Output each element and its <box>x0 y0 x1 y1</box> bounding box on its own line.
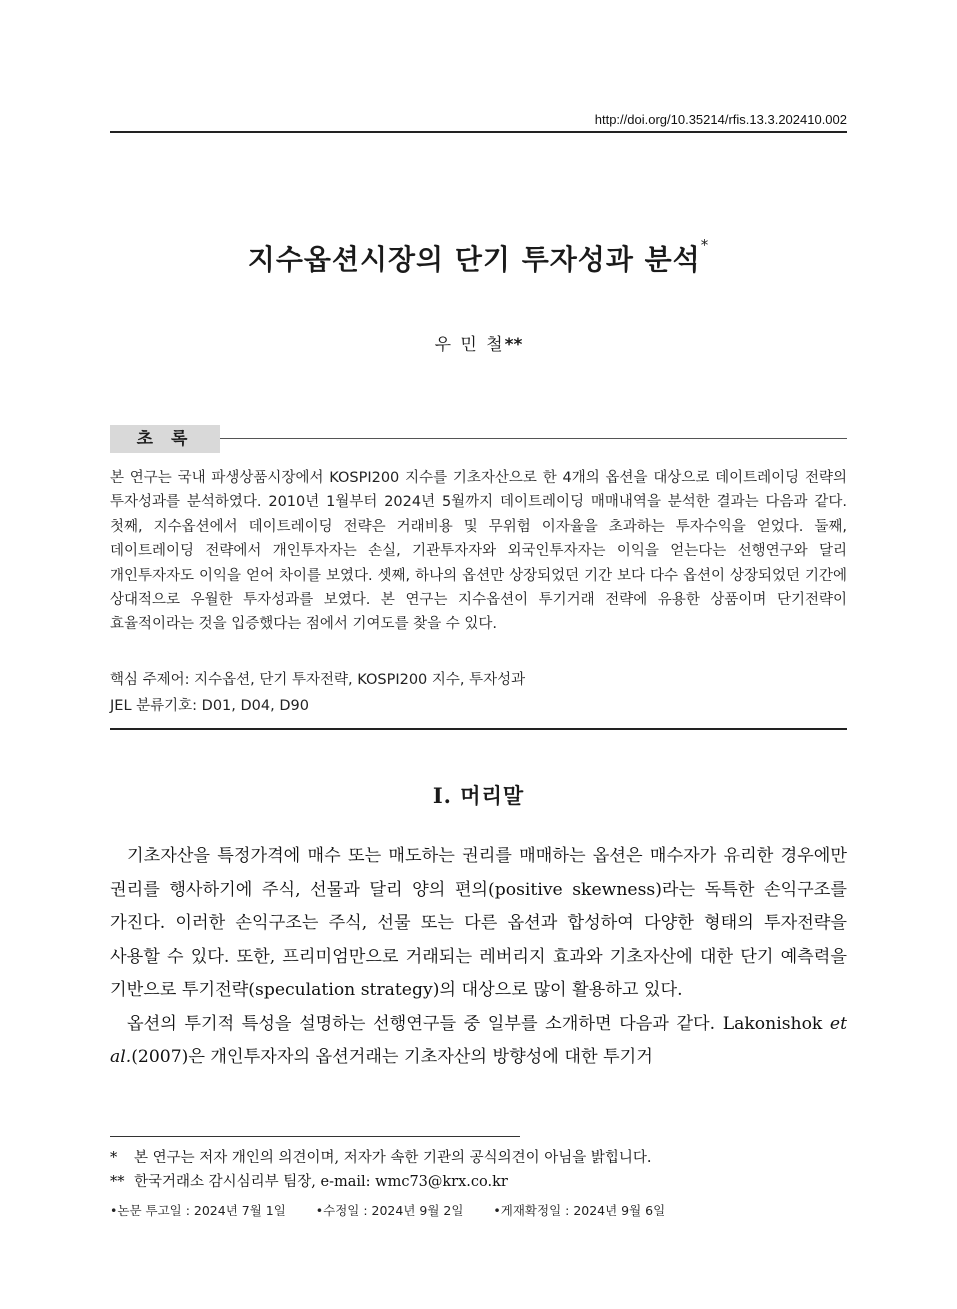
revised-date: •수정일 : 2024년 9월 2일 <box>315 1203 464 1218</box>
body-text <box>110 840 847 1075</box>
footnote-text: 한국거래소 감시심리부 팀장, e-mail: wmc73@krx.co.kr <box>134 1174 508 1190</box>
section-heading: Ⅰ. 머리말 <box>432 783 525 808</box>
footnote-text: 본 연구는 저자 개인의 의견이며, 저자가 속한 기관의 공식의견이 아님을 밝힙니다. <box>134 1150 652 1166</box>
paragraph <box>110 1008 847 1075</box>
doi-link[interactable]: http://doi.org/10.35214/rfis.13.3.202410.002 <box>594 112 847 127</box>
publication-dates <box>110 1201 847 1219</box>
author-name: 우 민 철 <box>434 335 505 355</box>
jel-codes: JEL 분류기호: D01, D04, D90 <box>110 698 309 714</box>
abstract-heading-rule <box>220 438 847 439</box>
paragraph: 기초자산을 특정가격에 매수 또는 매도하는 권리를 매매하는 옵션은 매수자가 유리한 경우에만 권리를 행사하기에 주식, 선물과 달리 양의 편의(positive skewness)라는 독특한 손익구조를 가진다. 이러한 손익구조는 주식, 선물 또는 다른 옵션과 합성하여 다양한 형태의 투자전략을 사용할 수 있다. 또한, 프리미엄만으로 거래되는 레버리지 효과와 기초자산에 대한 단기 예측력을 기반으로 투기전략(speculation strategy)의 대상으로 많이 활용하고 있다. <box>110 846 847 1000</box>
title-footnote-mark: * <box>700 236 710 254</box>
footnote-mark: ** <box>110 1174 125 1190</box>
paper-title <box>110 238 847 278</box>
footnote-2 <box>110 1170 847 1194</box>
citation-etal: et al. <box>110 1013 848 1067</box>
footnote-rule <box>110 1136 520 1137</box>
keywords-block <box>110 667 847 719</box>
header-rule <box>110 131 847 133</box>
accepted-date: •게재확정일 : 2024년 9월 6일 <box>493 1203 666 1218</box>
abstract-heading: 초 록 <box>110 425 220 453</box>
submitted-date: •논문 투고일 : 2024년 7월 1일 <box>110 1203 286 1218</box>
abstract-text: 본 연구는 국내 파생상품시장에서 KOSPI200 지수를 기초자산으로 한 4개의 옵션을 대상으로 데이트레이딩 전략의 투자성과를 분석하였다. 2010년 1월부터 2024년 5월까지 데이트레이딩 매매내역을 분석한 결과는 다음과 같다. 첫째, 지수옵션에서 데이트레이딩 전략은 거래비용 및 무위험 이자율을 초과하는 투자수익을 얻었다. 둘째, 데이트레이딩 전략에서 개인투자자는 손실, 기관투자자와 외국인투자자는 이익을 얻는다는 선행연구와 달리 개인투자자도 이익을 얻어 차이를 보였다. 셋째, 하나의 옵션만 상장되었던 기간 보다 다수 옵션이 상장되었던 기간에 상대적으로 우월한 투자성과를 보였다. 본 연구는 지수옵션이 투기거래 전략에 유용한 상품이며 단기전략이 효율적이라는 것을 입증했다는 점에서 기여도를 찾을 수 있다. <box>110 470 847 633</box>
abstract-bottom-rule <box>110 728 847 730</box>
footnotes <box>110 1146 847 1194</box>
citation-author: Lakonishok <box>722 1013 823 1034</box>
paragraph-rest: (2007)은 개인투자자의 옵션거래는 기초자산의 방향성에 대한 투기거 <box>131 1047 653 1067</box>
author-footnote-mark: ** <box>504 335 523 355</box>
title-text: 지수옵션시장의 단기 투자성과 분석 <box>247 243 701 276</box>
footnote-mark: * <box>110 1150 118 1166</box>
author <box>110 330 847 355</box>
paragraph-start: 옵션의 투기적 특성을 설명하는 선행연구들 중 일부를 소개하면 다음과 같다. <box>127 1013 716 1034</box>
keywords: 핵심 주제어: 지수옵션, 단기 투자전략, KOSPI200 지수, 투자성과 <box>110 672 526 688</box>
footnote-1 <box>110 1146 847 1170</box>
